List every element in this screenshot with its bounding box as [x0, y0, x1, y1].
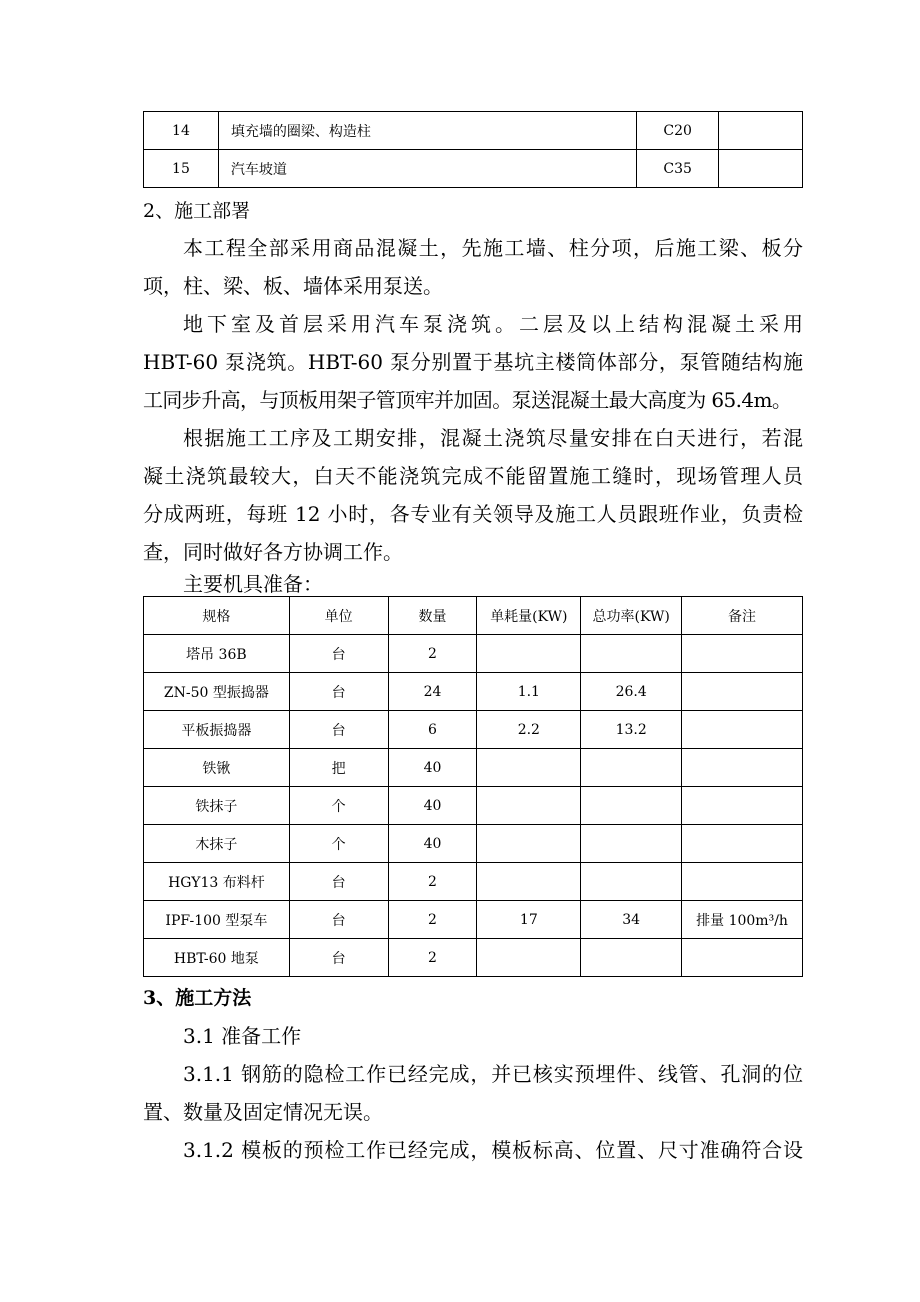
table-cell: HBT-60 地泵: [144, 939, 290, 977]
table-cell: [581, 787, 682, 825]
table-cell: 1.1: [477, 673, 581, 711]
table-cell: [682, 825, 803, 863]
table-cell: IPF-100 型泵车: [144, 901, 290, 939]
table-row: [144, 112, 803, 150]
table-cell: [581, 825, 682, 863]
table-cell: 13.2: [581, 711, 682, 749]
table-cell: [581, 635, 682, 673]
table-cell: ZN-50 型振捣器: [144, 673, 290, 711]
concrete-grade: C20: [637, 112, 719, 150]
table-cell: [581, 939, 682, 977]
table-cell: 26.4: [581, 673, 682, 711]
table-cell: [682, 635, 803, 673]
table-cell: 个: [289, 787, 388, 825]
table-cell: 2: [388, 863, 477, 901]
table-row: [144, 673, 803, 711]
table-cell: [682, 863, 803, 901]
column-header: 数量: [388, 597, 477, 635]
table-cell: 2: [388, 901, 477, 939]
paragraph-line: 查，同时做好各方协调工作。: [143, 540, 403, 564]
table-cell: [682, 673, 803, 711]
table-cell: 2: [388, 635, 477, 673]
paragraph-line: 项，柱、梁、板、墙体采用泵送。: [143, 274, 443, 298]
paragraph-line: 工同步升高，与顶板用架子管顶牢并加固。泵送混凝土最大高度为 65.4m。: [143, 388, 792, 412]
row-number: 15: [144, 150, 219, 188]
table-cell: 木抹子: [144, 825, 290, 863]
paragraph-line: 3.1.2 模板的预检工作已经完成，模板标高、位置、尺寸准确符合设: [183, 1138, 803, 1162]
paragraph-line: 凝土浇筑最较大，白天不能浇筑完成不能留置施工缝时，现场管理人员: [143, 464, 803, 488]
table-row: [144, 635, 803, 673]
column-header: 规格: [144, 597, 290, 635]
table-header-row: [144, 597, 803, 635]
paragraph-line: 本工程全部采用商品混凝土，先施工墙、柱分项，后施工梁、板分: [183, 236, 803, 260]
table-cell: 个: [289, 825, 388, 863]
table-cell: [477, 825, 581, 863]
table-cell: [682, 939, 803, 977]
row-number: 14: [144, 112, 219, 150]
section-2-heading: 2、施工部署: [143, 200, 251, 222]
paragraph-line: 根据施工工序及工期安排，混凝土浇筑尽量安排在白天进行，若混: [183, 426, 803, 450]
table-cell: [477, 787, 581, 825]
table-row: [144, 787, 803, 825]
column-header: 备注: [682, 597, 803, 635]
table-row: [144, 901, 803, 939]
column-header: 单位: [289, 597, 388, 635]
table-cell: 台: [289, 939, 388, 977]
table-cell: 2: [388, 939, 477, 977]
item-name: 填充墙的圈梁、构造柱: [218, 112, 636, 150]
table-cell: 排量 100m³/h: [682, 901, 803, 939]
table-row: [144, 825, 803, 863]
table-cell: 台: [289, 673, 388, 711]
table-cell: [682, 711, 803, 749]
paragraph-line: 3.1.1 钢筋的隐检工作已经完成，并已核实预埋件、线管、孔洞的位: [183, 1062, 803, 1086]
section-3-heading: 3、施工方法: [143, 987, 252, 1009]
table-cell: 6: [388, 711, 477, 749]
table-cell: 台: [289, 901, 388, 939]
equipment-table: [143, 596, 803, 977]
table-cell: 40: [388, 825, 477, 863]
note-cell: [719, 150, 803, 188]
column-header: 单耗量(KW): [477, 597, 581, 635]
table-cell: 17: [477, 901, 581, 939]
table-cell: 台: [289, 863, 388, 901]
table-cell: 40: [388, 749, 477, 787]
table-cell: 塔吊 36B: [144, 635, 290, 673]
table-cell: 台: [289, 711, 388, 749]
table-cell: [477, 635, 581, 673]
table-cell: [477, 749, 581, 787]
paragraph-line: HBT-60 泵浇筑。HBT-60 泵分别置于基坑主楼筒体部分，泵管随结构施: [143, 350, 803, 374]
table-cell: 2.2: [477, 711, 581, 749]
table-row: [144, 749, 803, 787]
column-header: 总功率(KW): [581, 597, 682, 635]
table-cell: HGY13 布料杆: [144, 863, 290, 901]
paragraph-line: 置、数量及固定情况无误。: [143, 1100, 383, 1124]
table-cell: 把: [289, 749, 388, 787]
table-cell: 34: [581, 901, 682, 939]
table-cell: 铁锹: [144, 749, 290, 787]
table-cell: [477, 863, 581, 901]
table-row: [144, 150, 803, 188]
table-row: [144, 939, 803, 977]
table-cell: [682, 749, 803, 787]
table-cell: 铁抹子: [144, 787, 290, 825]
table-row: [144, 711, 803, 749]
table-row: [144, 863, 803, 901]
subsection-heading: 3.1 准备工作: [183, 1024, 302, 1048]
table-cell: [682, 787, 803, 825]
note-cell: [719, 112, 803, 150]
item-name: 汽车坡道: [218, 150, 636, 188]
table-cell: [581, 863, 682, 901]
table-cell: [477, 939, 581, 977]
grade-table: [143, 111, 803, 188]
paragraph-line: 地下室及首层采用汽车泵浇筑。二层及以上结构混凝土采用: [183, 312, 803, 336]
table-cell: 台: [289, 635, 388, 673]
table-cell: [581, 749, 682, 787]
table-cell: 平板振捣器: [144, 711, 290, 749]
concrete-grade: C35: [637, 150, 719, 188]
table-cell: 40: [388, 787, 477, 825]
paragraph-line: 分成两班，每班 12 小时，各专业有关领导及施工人员跟班作业，负责检: [143, 502, 803, 526]
table-cell: 24: [388, 673, 477, 711]
equipment-title: 主要机具准备：: [183, 572, 323, 596]
